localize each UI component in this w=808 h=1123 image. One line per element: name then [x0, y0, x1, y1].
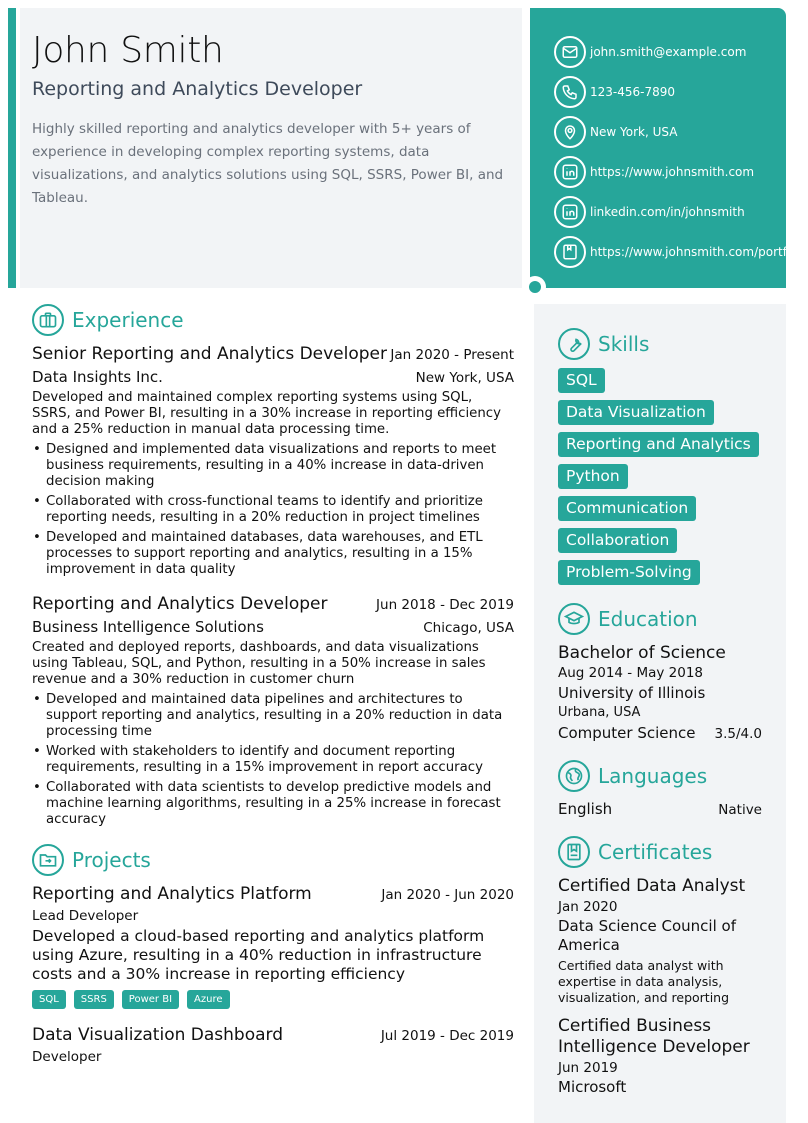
- project-entry: [32, 1025, 514, 1065]
- education-date: Aug 2014 - May 2018: [558, 665, 704, 681]
- projects-heading: Projects: [72, 848, 151, 872]
- skill-tag: Reporting and Analytics: [558, 432, 759, 457]
- certificate-description: Certified data analyst with expertise in data analysis, visualization, and reporting: [558, 958, 730, 1005]
- skill-tag: Problem-Solving: [558, 560, 700, 585]
- skills-section: [558, 328, 762, 585]
- project-tag: Power BI: [122, 990, 179, 1009]
- project-tag: Azure: [187, 990, 229, 1009]
- job-bullet: • Worked with stakeholders to identify and document reporting requirements, resulting in a 15% improvement in report accuracy: [32, 744, 514, 776]
- project-entry: [32, 884, 514, 1009]
- certificates-heading: Certificates: [598, 840, 713, 864]
- graduation-cap-icon: [558, 603, 590, 635]
- job-description: Developed and maintained complex reporting systems using SQL, SSRS, and Power BI, resulting in a 30% increase in reporting efficiency and a 25% reduction in manual data processing time.: [32, 390, 501, 437]
- certificate-icon: [558, 836, 590, 868]
- header-accent-bar: [8, 8, 16, 288]
- certificate-org: Microsoft: [558, 1078, 627, 1096]
- job-bullet: • Designed and implemented data visualizations and reports to meet business requirements, resulting in a 40% increase in data-driven decision making: [32, 442, 514, 490]
- job-title: Reporting and Analytics Developer: [32, 594, 328, 614]
- portfolio-icon: [554, 236, 586, 268]
- education-gpa: 3.5/4.0: [714, 726, 762, 742]
- education-degree: Bachelor of Science: [558, 643, 726, 663]
- certificate-name: Certified Business Intelligence Developer: [558, 1016, 750, 1057]
- job-bullet: • Collaborated with cross-functional teams to identify and prioritize reporting needs, resulting in a 20% reduction in project timelines: [32, 494, 514, 526]
- certificate-entry: [558, 876, 762, 1006]
- job-title: Senior Reporting and Analytics Developer: [32, 344, 388, 364]
- project-title: Data Visualization Dashboard: [32, 1025, 284, 1045]
- job-company: Business Intelligence Solutions: [32, 618, 264, 636]
- globe-icon: [558, 760, 590, 792]
- contact-phone-text: 123-456-7890: [590, 85, 676, 99]
- education-school: University of Illinois: [558, 684, 706, 702]
- profile-summary: Highly skilled reporting and analytics developer with 5+ years of experience in developing complex reporting systems, data visualizations, and analytics solutions using SQL, SSRS, Power BI, and Tableau.: [32, 120, 504, 206]
- contact-portfolio-text: https://www.johnsmith.com/portfolio: [590, 245, 808, 259]
- resume-header: [20, 8, 522, 288]
- certificates-section: [558, 836, 762, 1097]
- wrench-icon: [558, 328, 590, 360]
- education-location: Urbana, USA: [558, 705, 641, 720]
- certificate-date: Jun 2019: [558, 1060, 618, 1076]
- experience-heading: Experience: [72, 308, 184, 332]
- contact-email-text: john.smith@example.com: [590, 45, 747, 59]
- job-bullets: [32, 442, 514, 578]
- job-description: Created and deployed reports, dashboards, and data visualizations using Tableau, SQL, and Python, resulting in a 50% increase in sales revenue and a 30% reduction in customer churn: [32, 640, 486, 687]
- job-date: Jan 2020 - Present: [390, 347, 514, 363]
- linkedin-icon: [554, 196, 586, 228]
- job-date: Jun 2018 - Dec 2019: [376, 597, 514, 613]
- job-bullet: • Developed and maintained databases, data warehouses, and ETL processes to support reporting and analytics, resulting in a 15% improvement in data quality: [32, 530, 514, 578]
- skills-list: [558, 368, 762, 585]
- mail-icon: [554, 36, 586, 68]
- job-bullet: • Collaborated with data scientists to develop predictive models and machine learning algorithms, resulting in a 25% increase in forecast accuracy: [32, 780, 514, 828]
- languages-section: [558, 760, 762, 818]
- contact-email[interactable]: [554, 32, 786, 72]
- skill-tag: Data Visualization: [558, 400, 714, 425]
- education-major: Computer Science: [558, 724, 696, 742]
- contact-website-text: https://www.johnsmith.com: [590, 165, 755, 179]
- timeline-dot: [524, 276, 546, 298]
- contact-website[interactable]: [554, 152, 786, 192]
- project-title: Reporting and Analytics Platform: [32, 884, 312, 904]
- certificate-org: Data Science Council of America: [558, 917, 736, 954]
- job-entry: [32, 594, 514, 828]
- experience-section: [32, 304, 514, 828]
- project-tag: SQL: [32, 990, 66, 1009]
- phone-icon: [554, 76, 586, 108]
- job-company: Data Insights Inc.: [32, 368, 163, 386]
- job-entry: [32, 344, 514, 578]
- certificate-name: Certified Data Analyst: [558, 876, 746, 896]
- job-location: Chicago, USA: [423, 620, 514, 636]
- skill-tag: Communication: [558, 496, 696, 521]
- project-role: Developer: [32, 1049, 102, 1065]
- contact-phone[interactable]: [554, 72, 786, 112]
- certificate-date: Jan 2020: [558, 899, 618, 915]
- certificate-entry: [558, 1016, 762, 1097]
- contact-location: [554, 112, 786, 152]
- briefcase-icon: [32, 304, 64, 336]
- skill-tag: Collaboration: [558, 528, 677, 553]
- education-section: [558, 603, 762, 742]
- sidebar-column: [534, 304, 786, 1123]
- contact-linkedin[interactable]: [554, 192, 786, 232]
- job-bullet: • Developed and maintained data pipelines and architectures to support reporting and analytics, resulting in a 20% reduction in data processing time: [32, 692, 514, 740]
- language-level: Native: [718, 802, 762, 818]
- contact-location-text: New York, USA: [590, 125, 678, 139]
- language-name: English: [558, 800, 613, 818]
- contact-panel: [530, 8, 808, 288]
- skill-tag: Python: [558, 464, 628, 489]
- project-description: Developed a cloud-based reporting and analytics platform using Azure, resulting in a 40% reduction in infrastructure costs and a 30% increase in reporting efficiency: [32, 927, 485, 983]
- skills-heading: Skills: [598, 332, 650, 356]
- candidate-name: John Smith: [32, 30, 224, 71]
- project-tag: SSRS: [74, 990, 114, 1009]
- project-role: Lead Developer: [32, 908, 139, 924]
- main-column: [32, 304, 514, 1081]
- candidate-role: Reporting and Analytics Developer: [32, 77, 363, 100]
- job-location: New York, USA: [415, 370, 514, 386]
- project-tags: [32, 990, 514, 1009]
- location-icon: [554, 116, 586, 148]
- project-date: Jul 2019 - Dec 2019: [380, 1028, 514, 1044]
- projects-section: [32, 844, 514, 1065]
- job-bullets: [32, 692, 514, 828]
- project-date: Jan 2020 - Jun 2020: [381, 887, 514, 903]
- education-heading: Education: [598, 607, 698, 631]
- contact-linkedin-text: linkedin.com/in/johnsmith: [590, 205, 745, 219]
- skill-tag: SQL: [558, 368, 605, 393]
- contact-portfolio[interactable]: [554, 232, 808, 272]
- folder-icon: [32, 844, 64, 876]
- linkedin-icon: [554, 156, 586, 188]
- languages-heading: Languages: [598, 764, 708, 788]
